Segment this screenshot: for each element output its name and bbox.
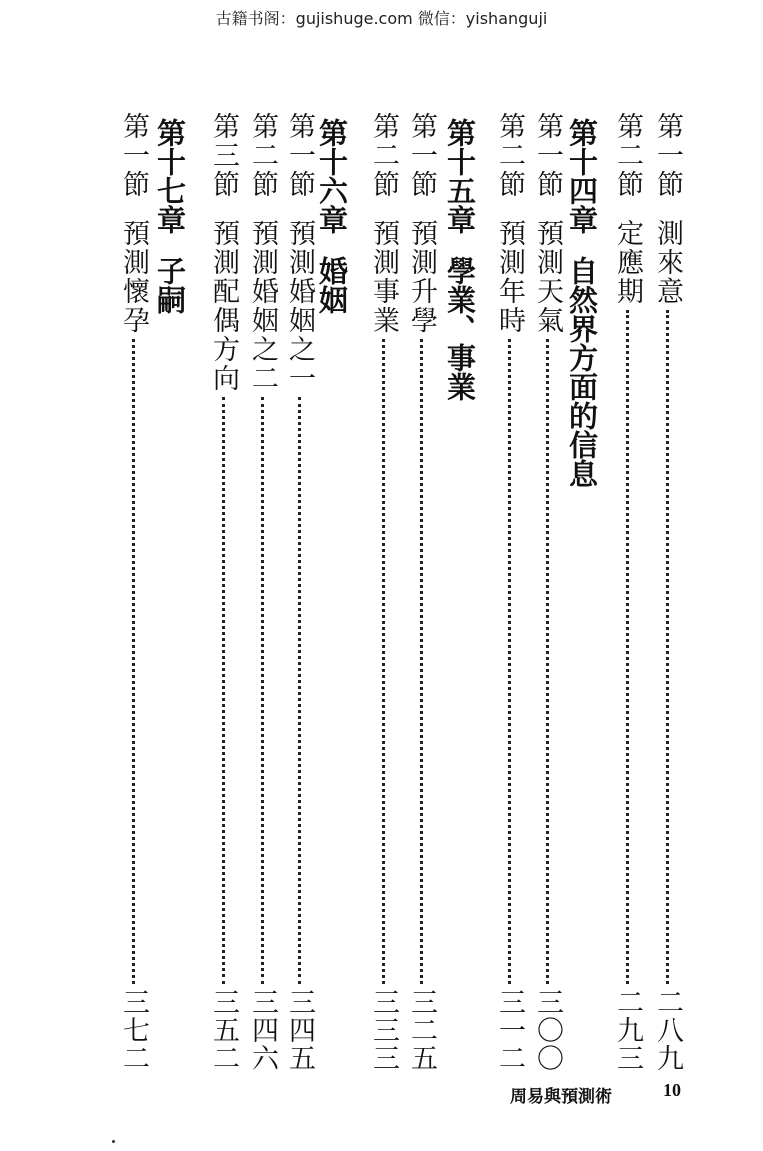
toc-entry xyxy=(114,112,153,1072)
toc-entry xyxy=(243,112,282,1072)
page-number: 三七二 xyxy=(118,988,149,1072)
page-number-footer: 10 xyxy=(663,1080,681,1100)
leader-dots xyxy=(261,397,264,984)
entry-title: 預測懷孕 xyxy=(118,219,149,335)
page-number: 三五二 xyxy=(208,988,239,1072)
section-label: 第一節 xyxy=(532,112,563,199)
chapter-title: 婚姻 xyxy=(315,256,349,314)
chapter-title: 自然界方面的信息 xyxy=(565,256,599,488)
entry-title: 預測配偶方向 xyxy=(208,219,239,393)
toc-entry xyxy=(402,112,441,1072)
page-number: 三二五 xyxy=(406,988,437,1072)
section-label: 第二節 xyxy=(368,112,399,199)
entry-title: 預測年時 xyxy=(494,219,525,335)
leader-dots xyxy=(222,397,225,984)
watermark-text: 古籍书阁：gujishuge.com 微信：yishanguji xyxy=(215,9,548,28)
entry-title: 定應期 xyxy=(612,219,643,306)
leader-dots xyxy=(508,339,511,984)
leader-dots xyxy=(666,310,669,984)
entry-title: 預測升學 xyxy=(406,219,437,335)
chapter-title: 子嗣 xyxy=(153,256,187,314)
section-label: 第二節 xyxy=(494,112,525,199)
scan-speck xyxy=(112,1140,115,1143)
entry-title: 預測事業 xyxy=(368,219,399,335)
section-label: 第一節 xyxy=(406,112,437,199)
chapter-label: 第十四章 xyxy=(565,118,599,234)
leader-dots xyxy=(546,339,549,984)
toc-entry xyxy=(608,112,647,1072)
toc-entry xyxy=(648,112,687,1072)
toc-entry xyxy=(204,112,243,1072)
chapter-label: 第十七章 xyxy=(153,118,187,234)
section-label: 第二節 xyxy=(612,112,643,199)
section-label: 第二節 xyxy=(247,112,278,199)
page-number: 三四六 xyxy=(247,988,278,1072)
chapter-heading xyxy=(150,118,191,348)
leader-dots xyxy=(420,339,423,984)
leader-dots xyxy=(298,397,301,984)
leader-dots xyxy=(626,310,629,984)
section-label: 第三節 xyxy=(208,112,239,199)
section-label: 第一節 xyxy=(284,112,315,199)
toc-entry xyxy=(490,112,529,1072)
page-number: 三一二 xyxy=(494,988,525,1072)
page-number: 二八九 xyxy=(652,988,683,1072)
chapter-heading xyxy=(562,118,603,498)
toc-entry xyxy=(528,112,567,1072)
entry-title: 測來意 xyxy=(652,219,683,306)
leader-dots xyxy=(132,339,135,984)
entry-title: 預測婚姻之二 xyxy=(247,219,278,393)
page-number: 三〇〇 xyxy=(532,988,563,1072)
chapter-heading xyxy=(440,118,481,418)
section-label: 第一節 xyxy=(652,112,683,199)
chapter-title: 學業、事業 xyxy=(443,256,477,401)
section-label: 第一節 xyxy=(118,112,149,199)
book-title: 周易與預測術 xyxy=(510,1087,612,1107)
entry-title: 預測婚姻之一 xyxy=(284,219,315,393)
page-number: 三三三 xyxy=(368,988,399,1072)
page-number: 二九三 xyxy=(612,988,643,1072)
leader-dots xyxy=(382,339,385,984)
toc-entry xyxy=(364,112,403,1072)
page-number: 三四五 xyxy=(284,988,315,1072)
toc-entry xyxy=(280,112,319,1072)
chapter-label: 第十六章 xyxy=(315,118,349,234)
chapter-label: 第十五章 xyxy=(443,118,477,234)
entry-title: 預測天氣 xyxy=(532,219,563,335)
